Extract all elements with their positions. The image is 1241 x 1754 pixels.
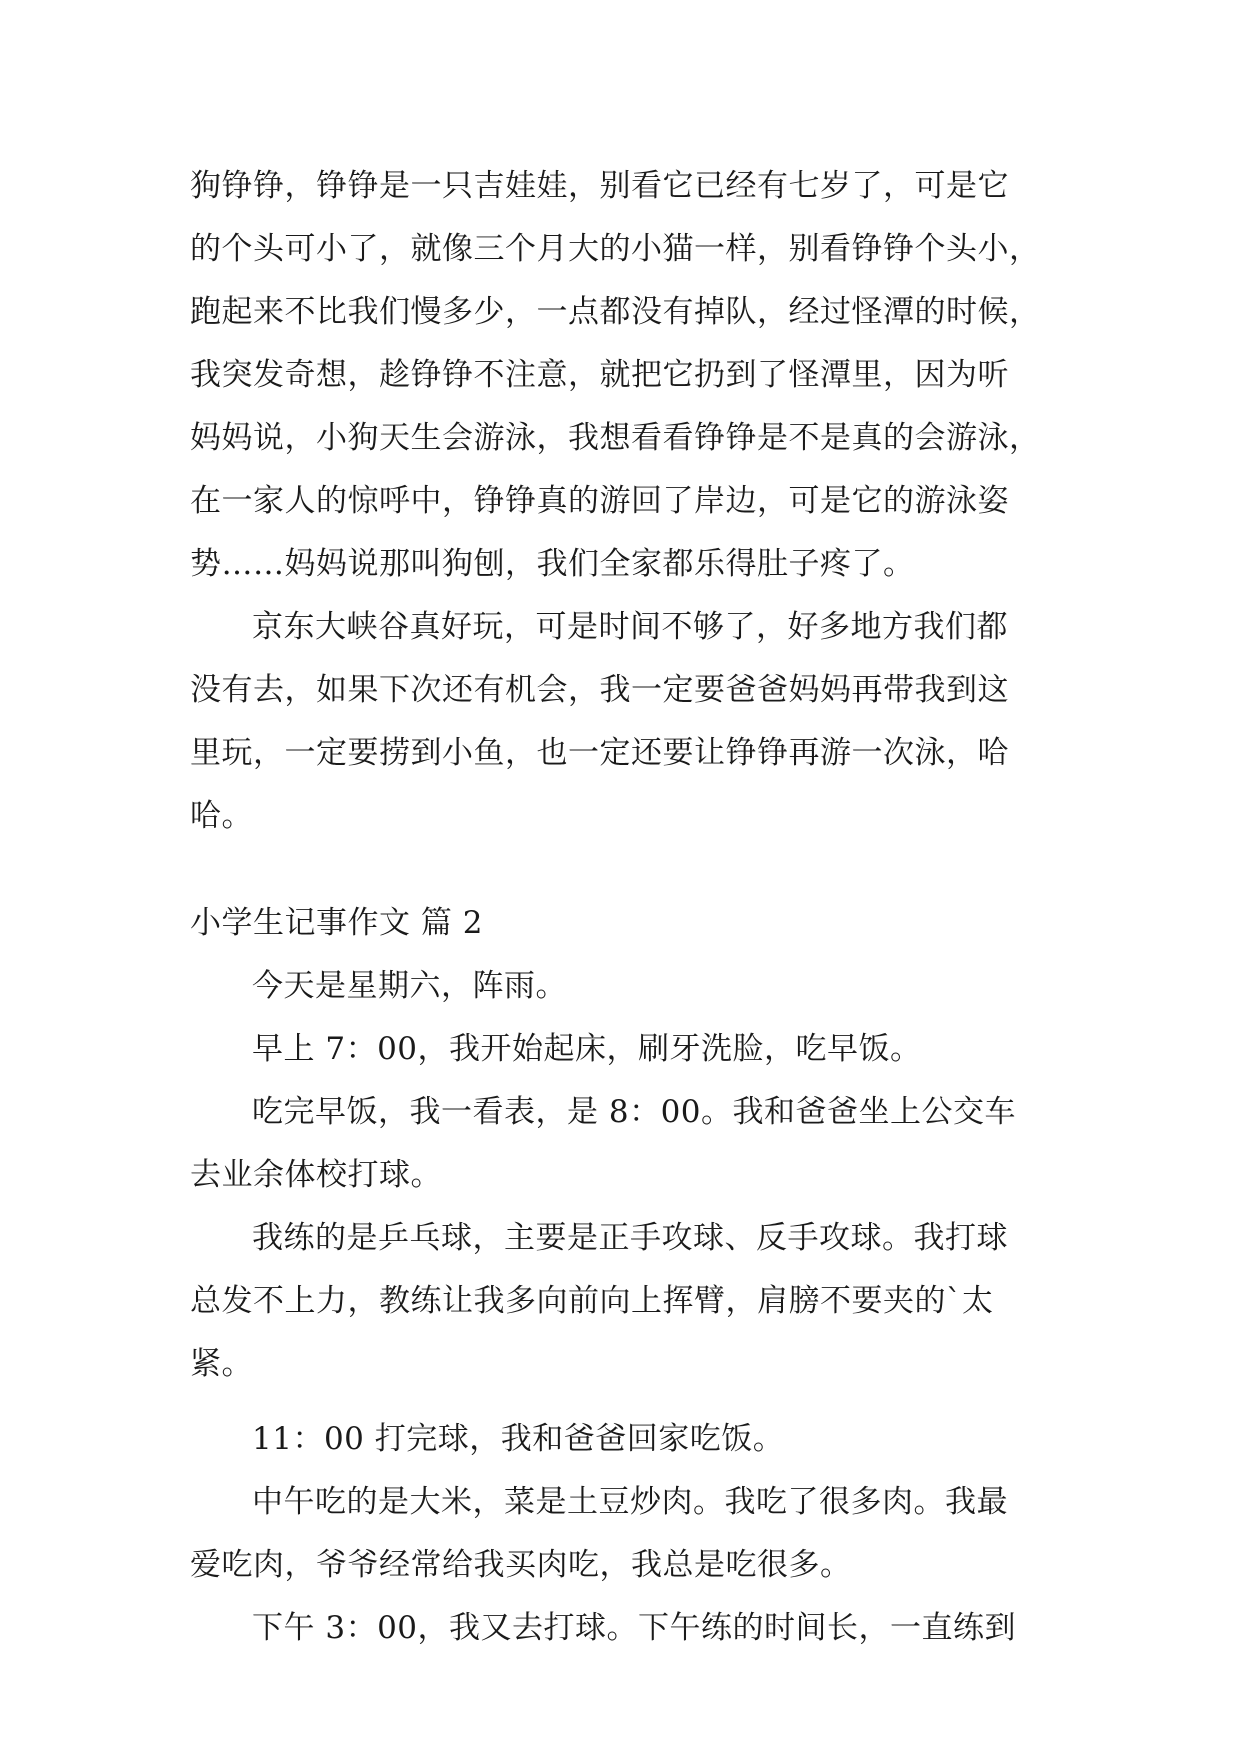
- text-line: 紧。: [190, 1346, 253, 1382]
- paragraph-first-line: 今天是星期六，阵雨。: [252, 968, 567, 1004]
- paragraph-first-line: 下午 3：00，我又去打球。下午练的时间长，一直练到: [252, 1610, 1017, 1646]
- text-line: 妈妈说，小狗天生会游泳，我想看看铮铮是不是真的会游泳，: [190, 420, 1041, 456]
- text-line: 势……妈妈说那叫狗刨，我们全家都乐得肚子疼了。: [190, 546, 915, 582]
- section-heading: 小学生记事作文 篇 2: [190, 905, 483, 941]
- text-line: 狗铮铮，铮铮是一只吉娃娃，别看它已经有七岁了，可是它: [190, 168, 1009, 204]
- text-line: 里玩，一定要捞到小鱼，也一定还要让铮铮再游一次泳，哈: [190, 735, 1009, 771]
- paragraph-first-line: 11：00 打完球，我和爸爸回家吃饭。: [252, 1421, 785, 1457]
- text-line: 哈。: [190, 798, 253, 834]
- paragraph-first-line: 吃完早饭，我一看表，是 8：00。我和爸爸坐上公交车: [252, 1094, 1017, 1130]
- text-line: 在一家人的惊呼中，铮铮真的游回了岸边，可是它的游泳姿: [190, 483, 1009, 519]
- text-line: 去业余体校打球。: [190, 1157, 442, 1193]
- text-line: 没有去，如果下次还有机会，我一定要爸爸妈妈再带我到这: [190, 672, 1009, 708]
- text-line: 我突发奇想，趁铮铮不注意，就把它扔到了怪潭里，因为听: [190, 357, 1009, 393]
- paragraph-first-line: 京东大峡谷真好玩，可是时间不够了，好多地方我们都: [252, 609, 1008, 645]
- text-line: 跑起来不比我们慢多少，一点都没有掉队，经过怪潭的时候，: [190, 294, 1041, 330]
- text-line: 爱吃肉，爷爷经常给我买肉吃，我总是吃很多。: [190, 1547, 852, 1583]
- paragraph-first-line: 中午吃的是大米，菜是土豆炒肉。我吃了很多肉。我最: [252, 1484, 1008, 1520]
- text-line: 总发不上力，教练让我多向前向上挥臂，肩膀不要夹的`太: [190, 1283, 994, 1319]
- paragraph-first-line: 早上 7：00，我开始起床，刷牙洗脸，吃早饭。: [252, 1031, 922, 1067]
- paragraph-first-line: 我练的是乒乓球，主要是正手攻球、反手攻球。我打球: [252, 1220, 1008, 1256]
- text-line: 的个头可小了，就像三个月大的小猫一样，别看铮铮个头小，: [190, 231, 1041, 267]
